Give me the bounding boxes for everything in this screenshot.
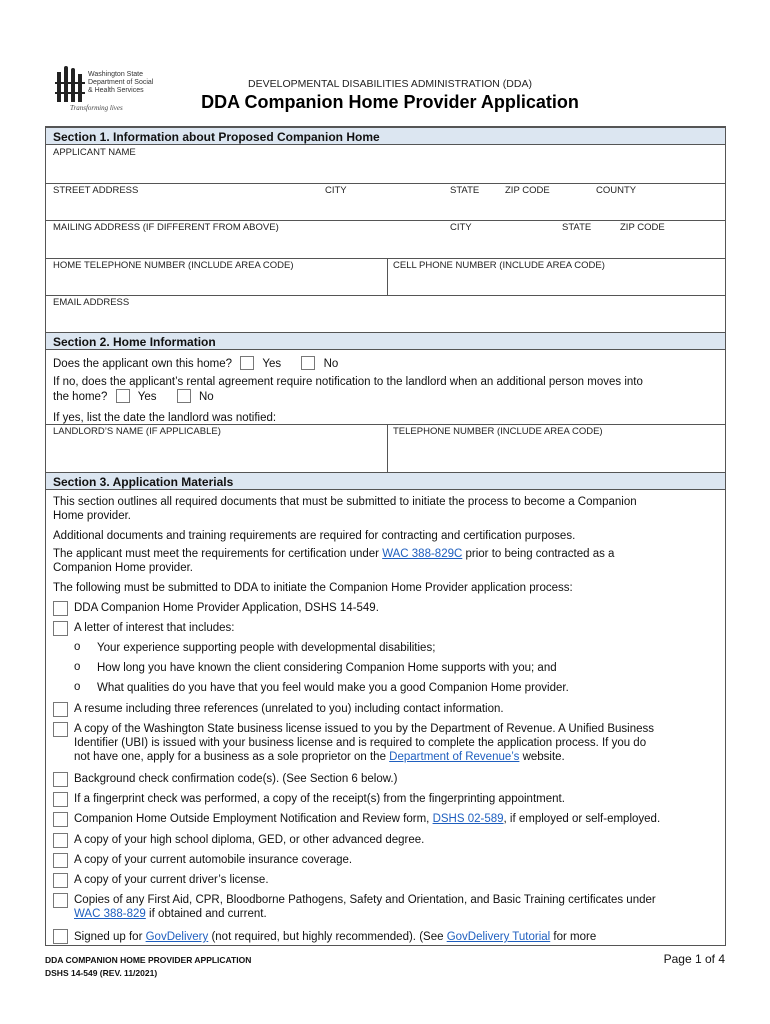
divider xyxy=(46,295,725,296)
certification-text: prior to being contracted as a xyxy=(462,548,615,560)
rental-no-checkbox[interactable] xyxy=(177,389,191,403)
sub-bullet: o xyxy=(74,661,81,673)
item-background: Background check confirmation code(s). (See Section 6 below.) xyxy=(74,773,398,785)
item-employment-checkbox[interactable] xyxy=(53,812,68,827)
dept-revenue-link[interactable]: Department of Revenue’s xyxy=(389,751,520,763)
certificates-text: if obtained and current. xyxy=(145,908,267,920)
sub-bullet: o xyxy=(74,641,81,653)
landlord-date-field[interactable]: If yes, list the date the landlord was notified: xyxy=(53,412,277,424)
item-fingerprint-checkbox[interactable] xyxy=(53,792,68,807)
divider xyxy=(46,220,725,221)
rental-yes-checkbox[interactable] xyxy=(116,389,130,403)
license-text: not have one, apply for a business as a sole proprietor on the xyxy=(74,751,390,763)
section-2-heading: Section 2. Home Information xyxy=(46,332,725,350)
item-letter-checkbox[interactable] xyxy=(53,621,68,636)
govdelivery-tutorial-link[interactable]: GovDelivery Tutorial xyxy=(446,931,551,943)
street-address-field[interactable]: STREET ADDRESS xyxy=(53,185,139,196)
own-no-checkbox[interactable] xyxy=(301,356,315,370)
mailing-zip-field[interactable]: ZIP CODE xyxy=(620,222,665,233)
county-field[interactable]: COUNTY xyxy=(596,185,637,196)
mailing-state-field[interactable]: STATE xyxy=(562,222,592,233)
item-govdelivery-checkbox[interactable] xyxy=(53,929,68,944)
item-application-checkbox[interactable] xyxy=(53,601,68,616)
document-title: DDA Companion Home Provider Application xyxy=(201,92,579,112)
wac-388-829c-link[interactable]: WAC 388-829C xyxy=(382,548,463,560)
mailing-city-field[interactable]: CITY xyxy=(450,222,472,233)
state-field[interactable]: STATE xyxy=(450,185,480,196)
landlord-name-field[interactable]: LANDLORD’S NAME (IF APPLICABLE) xyxy=(53,426,221,437)
divider xyxy=(46,424,725,425)
item-drivers-license-checkbox[interactable] xyxy=(53,873,68,888)
sub-item-experience: Your experience supporting people with developmental disabilities; xyxy=(97,642,436,654)
item-fingerprint: If a fingerprint check was performed, a copy of the receipt(s) from the fingerprinting appointment. xyxy=(74,793,565,805)
certification-line xyxy=(53,547,718,561)
administration-name: DEVELOPMENTAL DISABILITIES ADMINISTRATION (DDA) xyxy=(248,78,532,90)
sub-item-duration: How long you have known the client considering Companion Home supports with you; and xyxy=(97,662,557,674)
item-background-checkbox[interactable] xyxy=(53,772,68,787)
yes-label: Yes xyxy=(137,391,157,403)
form-footer xyxy=(45,954,251,980)
divider xyxy=(46,258,725,259)
govdelivery-text: for more xyxy=(550,931,597,943)
divider xyxy=(46,183,725,184)
dshs-02-589-link[interactable]: DSHS 02-589 xyxy=(432,813,504,825)
sub-item-qualities: What qualities do you have that you feel would make you a good Companion Home provider. xyxy=(97,682,569,694)
item-diploma: A copy of your high school diploma, GED, or other advanced degree. xyxy=(74,834,425,846)
item-license-checkbox[interactable] xyxy=(53,722,68,737)
submission-intro: The following must be submitted to DDA to initiate the Companion Home Provider application process: xyxy=(53,582,573,594)
certificates-line: Copies of any First Aid, CPR, Bloodborne Pathogens, Safety and Orientation, and Basic Training certificates under xyxy=(74,894,656,906)
document-header xyxy=(0,0,770,125)
section-3-heading: Section 3. Application Materials xyxy=(46,472,725,490)
certification-line: Companion Home provider. xyxy=(53,562,193,574)
license-text: website. xyxy=(519,751,565,763)
email-field[interactable]: EMAIL ADDRESS xyxy=(53,297,130,308)
applicant-name-field[interactable]: APPLICANT NAME xyxy=(53,147,136,158)
no-label: No xyxy=(323,358,339,370)
rental-question-cont xyxy=(53,389,718,404)
govdelivery-text: (not required, but highly recommended). (See xyxy=(208,931,447,943)
item-drivers-license: A copy of your current driver’s license. xyxy=(74,874,269,886)
license-line xyxy=(74,750,719,764)
landlord-phone-field[interactable]: TELEPHONE NUMBER (INCLUDE AREA CODE) xyxy=(393,426,603,437)
additional-requirements: Additional documents and training requirements are required for contracting and certification purposes. xyxy=(53,530,576,542)
item-insurance-checkbox[interactable] xyxy=(53,853,68,868)
city-field[interactable]: CITY xyxy=(325,185,347,196)
item-business-license xyxy=(74,722,719,764)
cell-phone-field[interactable]: CELL PHONE NUMBER (INCLUDE AREA CODE) xyxy=(393,260,605,271)
govdelivery-link[interactable]: GovDelivery xyxy=(145,931,209,943)
intro-paragraph xyxy=(53,495,718,523)
item-govdelivery xyxy=(74,930,719,944)
own-home-question xyxy=(53,356,718,371)
item-diploma-checkbox[interactable] xyxy=(53,833,68,848)
intro-line: This section outlines all required documents that must be submitted to initiate the process to become a Companion xyxy=(53,496,637,508)
divider xyxy=(387,258,388,295)
footer-form-number: DSHS 14-549 (REV. 11/2021) xyxy=(45,968,158,978)
sub-bullet: o xyxy=(74,681,81,693)
home-phone-field[interactable]: HOME TELEPHONE NUMBER (INCLUDE AREA CODE) xyxy=(53,260,294,271)
no-label: No xyxy=(198,391,214,403)
intro-line: Home provider. xyxy=(53,510,131,522)
item-certificates xyxy=(74,893,719,921)
item-resume: A resume including three references (unrelated to you) including contact information. xyxy=(74,703,504,715)
logo-tagline: Transforming lives xyxy=(70,104,123,112)
item-insurance: A copy of your current automobile insurance coverage. xyxy=(74,854,353,866)
application-form xyxy=(45,126,726,946)
own-yes-checkbox[interactable] xyxy=(240,356,254,370)
certification-text: The applicant must meet the requirements for certification under xyxy=(53,548,383,560)
certificates-line xyxy=(74,907,719,921)
item-application: DDA Companion Home Provider Application, DSHS 14-549. xyxy=(74,602,379,614)
item-letter: A letter of interest that includes: xyxy=(74,622,235,634)
govdelivery-text: Signed up for xyxy=(74,931,146,943)
item-employment xyxy=(74,812,722,826)
wac-388-829-link[interactable]: WAC 388-829 xyxy=(74,908,146,920)
rental-question: If no, does the applicant’s rental agreement require notification to the landlord when an additional person moves into xyxy=(53,376,643,388)
own-home-text: Does the applicant own this home? xyxy=(53,358,232,370)
logo-line: Washington State xyxy=(88,71,143,78)
footer-form-name: DDA COMPANION HOME PROVIDER APPLICATION xyxy=(45,955,252,965)
page-number: Page 1 of 4 xyxy=(663,952,725,966)
license-line: A copy of the Washington State business license issued to you by the Department of Revenue. A Unified Business xyxy=(74,723,655,735)
item-resume-checkbox[interactable] xyxy=(53,702,68,717)
employment-text: , if employed or self-employed. xyxy=(503,813,661,825)
zip-field[interactable]: ZIP CODE xyxy=(505,185,550,196)
item-certificates-checkbox[interactable] xyxy=(53,893,68,908)
section-1-heading: Section 1. Information about Proposed Companion Home xyxy=(46,127,725,145)
logo-line: Department of Social xyxy=(88,79,154,86)
employment-text: Companion Home Outside Employment Notification and Review form, xyxy=(74,813,433,825)
mailing-address-field[interactable]: MAILING ADDRESS (IF DIFFERENT FROM ABOVE) xyxy=(53,222,279,233)
divider xyxy=(387,424,388,472)
yes-label: Yes xyxy=(262,358,282,370)
rental-question-text: the home? xyxy=(53,391,108,403)
certification-paragraph xyxy=(53,547,718,575)
logo-line: & Health Services xyxy=(88,87,144,94)
license-line: Identifier (UBI) is issued with your business license and is required to complete the application process. If you do xyxy=(74,737,647,749)
